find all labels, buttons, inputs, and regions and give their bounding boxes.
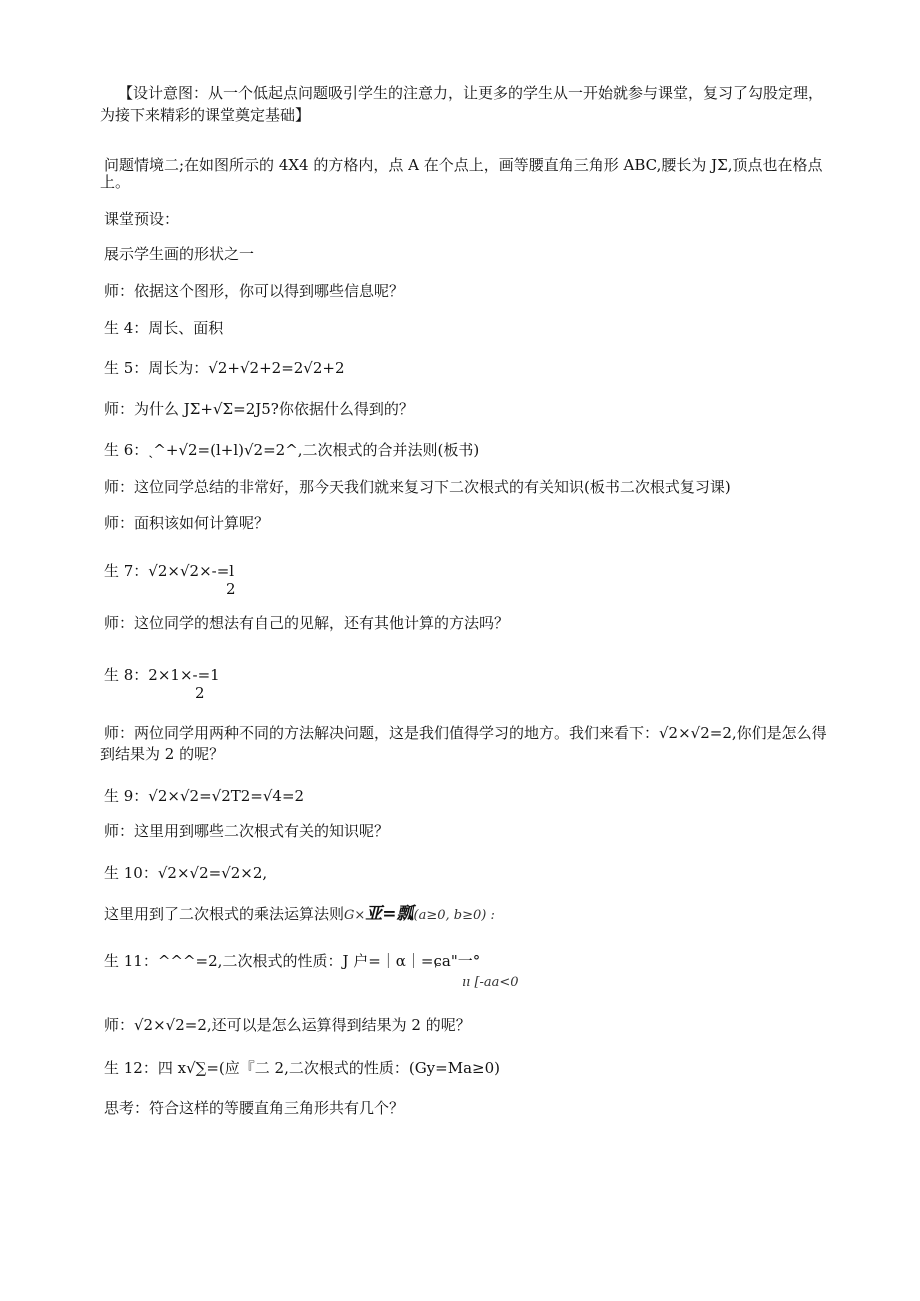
- scenario-line-1: 问题情境二;在如图所示的 4X4 的方格内，点 A 在个点上，画等腰直角三角形 ABC,腰长为 JΣ,顶点也在格点: [104, 156, 823, 174]
- scenario-line-2: 上。: [100, 173, 131, 191]
- teacher-two-methods-line-2: 到结果为 2 的呢？: [100, 745, 225, 763]
- multiplication-rule-formula-part-2: 亚=瓢: [365, 904, 414, 924]
- preset-heading: 课堂预设：: [104, 210, 180, 228]
- student-11-case-line: ıı [-aa<0: [462, 975, 519, 990]
- student-9-line: 生 9：√2×√2=√2T2=√4=2: [104, 787, 305, 805]
- student-7-line: 生 7：√2×√2×-=l: [104, 562, 235, 580]
- teacher-knowledge-question: 师：这里用到哪些二次根式有关的知识呢？: [104, 822, 390, 840]
- multiplication-rule-text: 这里用到了二次根式的乘法运算法则: [104, 905, 345, 923]
- multiplication-rule-line: [104, 904, 495, 926]
- dialogue-line: 师：这位同学总结的非常好，那今天我们就来复习下二次根式的有关知识(板书二次根式复习课): [104, 478, 731, 496]
- dialogue-line: 师：为什么 JΣ+√Σ=2J5?你依据什么得到的？: [104, 400, 414, 418]
- student-12-line: 生 12：四 x√∑=(应『二 2,二次根式的性质：(Gy=Ma≥0): [104, 1059, 500, 1077]
- dialogue-line: 生 4：周长、面积: [104, 319, 224, 337]
- dialogue-line: 生 5：周长为：√2+√2+2=2√2+2: [104, 359, 345, 377]
- multiplication-rule-condition: (a≥0, b≥0) :: [413, 908, 495, 923]
- student-7-fraction-denominator: 2: [226, 580, 236, 598]
- show-shape-text: 展示学生画的形状之一: [104, 245, 255, 263]
- student-8-fraction-denominator: 2: [195, 684, 205, 702]
- multiplication-rule-formula-part-1: G×: [344, 908, 366, 923]
- dialogue-line: 师：面积该如何计算呢？: [104, 514, 270, 532]
- think-question: 思考：符合这样的等腰直角三角形共有几个？: [104, 1099, 405, 1117]
- teacher-else-question: 师：√2×√2=2,还可以是怎么运算得到结果为 2 的呢？: [104, 1016, 471, 1034]
- design-intent-line-1: 【设计意图：从一个低起点问题吸引学生的注意力，让更多的学生从一开始就参与课堂，复习了勾股定理，: [118, 84, 824, 102]
- student-11-line: 生 11：^^^=2,二次根式的性质：J 户=｜α｜=ɕa"一°: [104, 952, 481, 970]
- design-intent-line-2: 为接下来精彩的课堂奠定基础】: [100, 106, 311, 124]
- teacher-two-methods-line-1: 师：两位同学用两种不同的方法解决问题，这是我们值得学习的地方。我们来看下：√2×√2=2,你们是怎么得: [104, 724, 827, 742]
- student-10-line: 生 10：√2×√2=√2×2,: [104, 864, 268, 882]
- student-8-line: 生 8：2×1×-=1: [104, 666, 220, 684]
- teacher-other-method: 师：这位同学的想法有自己的见解，还有其他计算的方法吗？: [104, 614, 510, 632]
- dialogue-line: 师：依据这个图形，你可以得到哪些信息呢？: [104, 282, 405, 300]
- dialogue-line: 生 6：ˎ^+√2=(l+l)√2=2^,二次根式的合并法则(板书): [104, 441, 480, 459]
